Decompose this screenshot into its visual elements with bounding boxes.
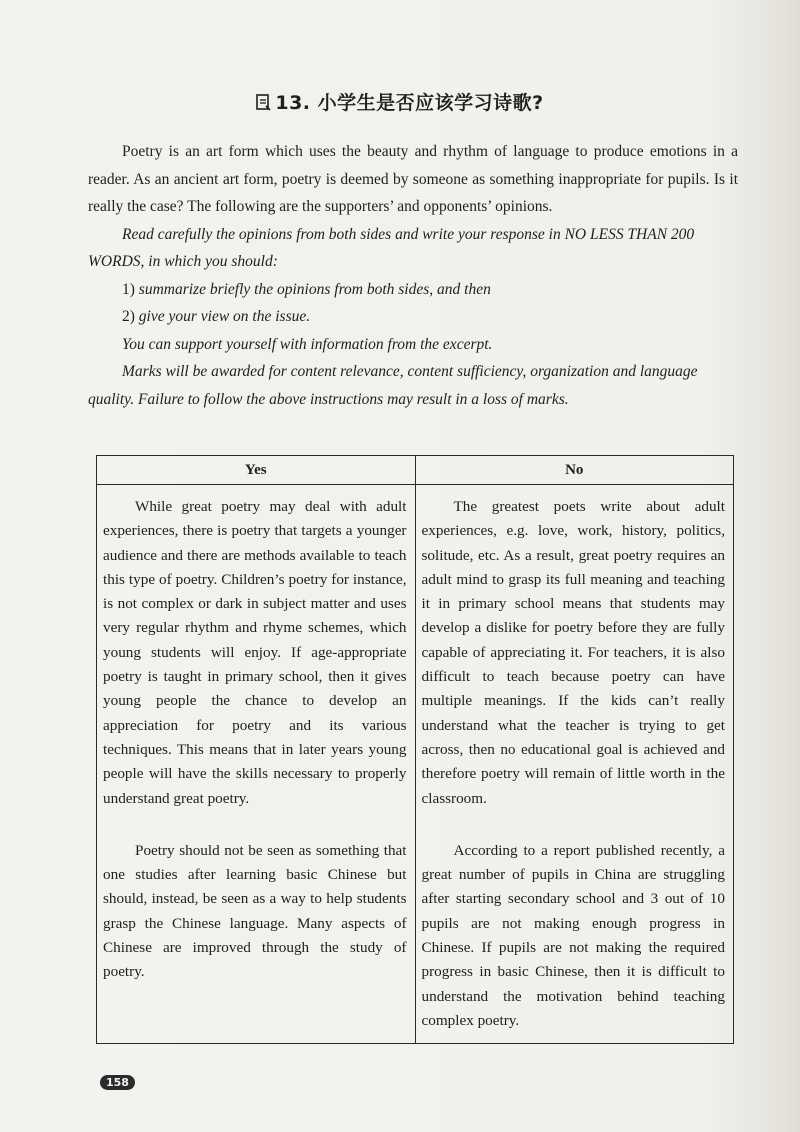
no-opinion-2: According to a report published recently, a great number of pupils in China are struggling after starting secondary school and 3 out of 10 pupils are not making enough progress in Chinese. If pupils are not making the required progress in basic Chinese, then it is difficult to understand the motivation behind teaching complex poetry. xyxy=(421,841,725,1029)
item-1-text: summarize briefly the opinions from both sides, and then xyxy=(138,280,491,298)
item-2-number: 2) xyxy=(122,308,135,325)
opinions-table xyxy=(96,455,734,1044)
no-column-header: No xyxy=(415,456,734,485)
instruction-text: Read carefully the opinions from both sides and write your response in NO LESS THAN 200 WORDS, in which you should: xyxy=(88,225,695,270)
instruction-item-1 xyxy=(88,276,738,304)
table-header-row xyxy=(97,456,734,485)
support-note: You can support yourself with information from the excerpt. xyxy=(122,335,493,353)
item-2-text: give your view on the issue. xyxy=(138,308,311,325)
yes-opinion-2: Poetry should not be seen as something that one studies after learning basic Chinese but should, instead, be seen as a way to help students grasp the Chinese language. Many aspects of Chinese are improved through the study of poetry. xyxy=(103,841,407,981)
document-icon xyxy=(256,92,271,114)
yes-opinions-cell xyxy=(97,485,416,1044)
yes-column-header: Yes xyxy=(97,456,416,485)
no-opinion-1: The greatest poets write about adult experiences, e.g. love, work, history, politics, solitude, etc. As a result, great poetry requires an adult mind to grasp its full meaning and teaching it in primary school means that students may develop a dislike for poetry before they are fully capable of appreciating it. For teachers, it is also difficult to teach because poetry can have multiple meanings. If the kids can’t really understand what the teacher is trying to get across, then no educational goal is achieved and therefore poetry will remain of little worth in the classroom. xyxy=(421,498,725,807)
instructions-block xyxy=(88,138,738,413)
page-title xyxy=(0,88,800,115)
page-number-badge: 158 xyxy=(100,1075,135,1090)
table-row xyxy=(97,485,734,1044)
item-1-number: 1) xyxy=(122,280,135,298)
yes-opinion-1: While great poetry may deal with adult experiences, there is poetry that targets a younger audience and there are methods available to teach this type of poetry. Children’s poetry for instance, is not complex or dark in subject matter and uses very regular rhythm and rhyme schemes, which young students will enjoy. If age-appropriate poetry is taught in primary school, then it gives young people the chance to develop an appreciation for poetry and its various techniques. This means that in later years young people will have the skills necessary to properly understand great poetry. xyxy=(103,498,407,807)
instruction-item-2 xyxy=(88,303,738,331)
intro-paragraph: Poetry is an art form which uses the beauty and rhythm of language to produce emotions in a reader. As an ancient art form, poetry is deemed by someone as something inappropriate for pupils. Is it really the case? The following are the supporters’ and opponents’ opinions. xyxy=(88,143,738,215)
no-opinions-cell xyxy=(415,485,734,1044)
title-text: 13. 小学生是否应该学习诗歌? xyxy=(275,92,544,114)
marks-note: Marks will be awarded for content relevance, content sufficiency, organization and language quality. Failure to follow the above instructions may result in a loss of marks. xyxy=(88,363,698,408)
